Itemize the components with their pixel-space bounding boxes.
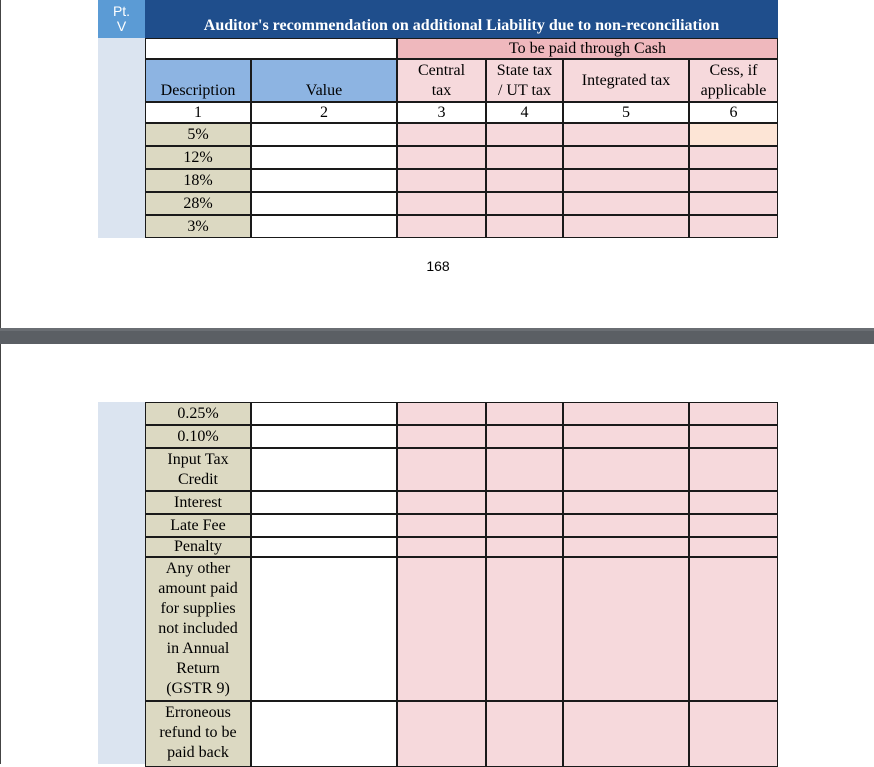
central-tax-cell[interactable] <box>397 514 486 537</box>
page-gap <box>0 328 874 344</box>
integrated-tax-cell[interactable] <box>563 537 689 557</box>
row-label-other-amount <box>145 557 251 701</box>
row-label-text: Interest <box>174 493 222 511</box>
central-tax-cell[interactable] <box>397 215 486 238</box>
col-number-3: 3 <box>397 102 486 123</box>
state-tax-line2: / UT tax <box>497 81 552 99</box>
value-input-cell[interactable] <box>251 425 397 448</box>
cess-cell[interactable] <box>689 514 778 537</box>
value-input-cell[interactable] <box>251 123 397 146</box>
col-header-description <box>145 59 251 102</box>
cess-cell[interactable] <box>689 537 778 557</box>
col-number-6: 6 <box>689 102 778 123</box>
integrated-tax-cell[interactable] <box>563 146 689 169</box>
integrated-tax-cell[interactable] <box>563 192 689 215</box>
row-label-text: in Annual <box>166 640 230 657</box>
row-label-text: Erroneous <box>165 704 231 721</box>
integrated-tax-cell[interactable] <box>563 491 689 514</box>
central-tax-cell[interactable] <box>397 701 486 767</box>
part-label-line2: V <box>116 18 127 34</box>
state-tax-cell[interactable] <box>486 169 563 192</box>
integrated-tax-cell[interactable] <box>563 215 689 238</box>
value-input-cell[interactable] <box>251 402 397 425</box>
col-header-central-tax <box>397 59 486 102</box>
state-tax-cell[interactable] <box>486 402 563 425</box>
part-label <box>98 0 145 38</box>
value-input-cell[interactable] <box>251 537 397 557</box>
central-tax-cell[interactable] <box>397 448 486 491</box>
row-label-input-tax-credit <box>145 448 251 491</box>
row-label-5pct: 5% <box>145 123 251 146</box>
table-title: Auditor's recommendation on additional Liability due to non-reconciliation <box>145 0 778 38</box>
cess-cell[interactable] <box>689 425 778 448</box>
integrated-tax-cell[interactable] <box>563 425 689 448</box>
cess-line2: applicable <box>700 81 767 99</box>
cess-cell[interactable] <box>689 169 778 192</box>
row-label-text: Penalty <box>174 538 222 555</box>
row-label-text: 0.10% <box>177 427 219 445</box>
central-tax-cell[interactable] <box>397 146 486 169</box>
col-header-cess <box>689 59 778 102</box>
row-label-text: amount paid <box>158 580 238 597</box>
row-label-3pct: 3% <box>145 215 251 238</box>
cess-cell[interactable] <box>689 146 778 169</box>
row-label-text: paid back <box>167 744 229 761</box>
state-tax-cell[interactable] <box>486 537 563 557</box>
cash-header: To be paid through Cash <box>397 38 778 59</box>
state-tax-cell[interactable] <box>486 514 563 537</box>
col-number-1: 1 <box>145 102 251 123</box>
integrated-tax-cell[interactable] <box>563 557 689 701</box>
header-blank <box>145 38 397 59</box>
value-input-cell[interactable] <box>251 557 397 701</box>
row-label-penalty <box>145 537 251 557</box>
cess-cell[interactable] <box>689 192 778 215</box>
col-number-4: 4 <box>486 102 563 123</box>
integrated-tax-cell[interactable] <box>563 701 689 767</box>
row-label-interest <box>145 491 251 514</box>
integrated-tax-cell[interactable] <box>563 169 689 192</box>
state-tax-cell[interactable] <box>486 123 563 146</box>
cess-cell[interactable] <box>689 402 778 425</box>
cess-cell[interactable] <box>689 557 778 701</box>
col-number-5: 5 <box>563 102 689 123</box>
col-header-state-tax <box>486 59 563 102</box>
row-label-010pct <box>145 425 251 448</box>
value-input-cell[interactable] <box>251 146 397 169</box>
row-label-28pct: 28% <box>145 192 251 215</box>
central-tax-cell[interactable] <box>397 192 486 215</box>
row-label-late-fee <box>145 514 251 537</box>
integrated-tax-cell[interactable] <box>563 448 689 491</box>
page-169 <box>0 344 874 764</box>
central-tax-cell[interactable] <box>397 537 486 557</box>
row-label-025pct <box>145 402 251 425</box>
row-label-text: (GSTR 9) <box>166 680 230 697</box>
cess-cell[interactable] <box>689 215 778 238</box>
state-tax-cell[interactable] <box>486 491 563 514</box>
col-header-value <box>251 59 397 102</box>
cess-cell[interactable] <box>689 491 778 514</box>
central-tax-cell[interactable] <box>397 123 486 146</box>
state-tax-cell[interactable] <box>486 557 563 701</box>
central-tax-cell[interactable] <box>397 402 486 425</box>
central-tax-cell[interactable] <box>397 169 486 192</box>
part-strip <box>98 402 145 764</box>
value-input-cell[interactable] <box>251 448 397 491</box>
part-label-line1: Pt. <box>112 3 131 19</box>
value-input-cell[interactable] <box>251 192 397 215</box>
state-tax-cell[interactable] <box>486 425 563 448</box>
row-label-text: not included <box>158 620 238 637</box>
central-tax-cell[interactable] <box>397 557 486 701</box>
row-label-text: refund to be <box>159 724 237 741</box>
cess-line1: Cess, if <box>709 61 758 79</box>
row-label-erroneous-refund <box>145 701 251 767</box>
page-168 <box>0 0 874 328</box>
state-tax-cell[interactable] <box>486 701 563 767</box>
integrated-tax-label: Integrated tax <box>581 71 671 89</box>
central-tax-line1: Central <box>417 61 466 79</box>
row-label-text: for supplies <box>160 600 236 617</box>
value-input-cell[interactable] <box>251 169 397 192</box>
integrated-tax-cell[interactable] <box>563 402 689 425</box>
state-tax-cell[interactable] <box>486 146 563 169</box>
value-input-cell[interactable] <box>251 491 397 514</box>
row-label-text: Credit <box>178 470 218 488</box>
row-label-text: 0.25% <box>177 404 219 422</box>
state-tax-line1: State tax <box>496 61 553 79</box>
value-input-cell[interactable] <box>251 215 397 238</box>
cess-cell[interactable] <box>689 448 778 491</box>
row-label-text: Return <box>176 660 220 677</box>
row-label-18pct: 18% <box>145 169 251 192</box>
row-label-12pct: 12% <box>145 146 251 169</box>
cess-cell[interactable] <box>689 123 778 146</box>
value-input-cell[interactable] <box>251 514 397 537</box>
row-label-text: Input Tax <box>167 450 229 468</box>
integrated-tax-cell[interactable] <box>563 123 689 146</box>
col-header-value-label: Value <box>305 82 343 99</box>
row-label-text: Late Fee <box>170 516 226 534</box>
central-tax-cell[interactable] <box>397 491 486 514</box>
col-number-2: 2 <box>251 102 397 123</box>
page-number: 168 <box>426 258 450 274</box>
integrated-tax-cell[interactable] <box>563 514 689 537</box>
value-input-cell[interactable] <box>251 701 397 767</box>
part-strip <box>98 38 145 238</box>
col-header-description-label: Description <box>160 82 236 99</box>
central-tax-line2: tax <box>431 81 452 99</box>
state-tax-cell[interactable] <box>486 448 563 491</box>
col-header-integrated-tax <box>563 59 689 102</box>
row-label-text: Any other <box>165 560 231 577</box>
central-tax-cell[interactable] <box>397 425 486 448</box>
state-tax-cell[interactable] <box>486 215 563 238</box>
cess-cell[interactable] <box>689 701 778 767</box>
state-tax-cell[interactable] <box>486 192 563 215</box>
